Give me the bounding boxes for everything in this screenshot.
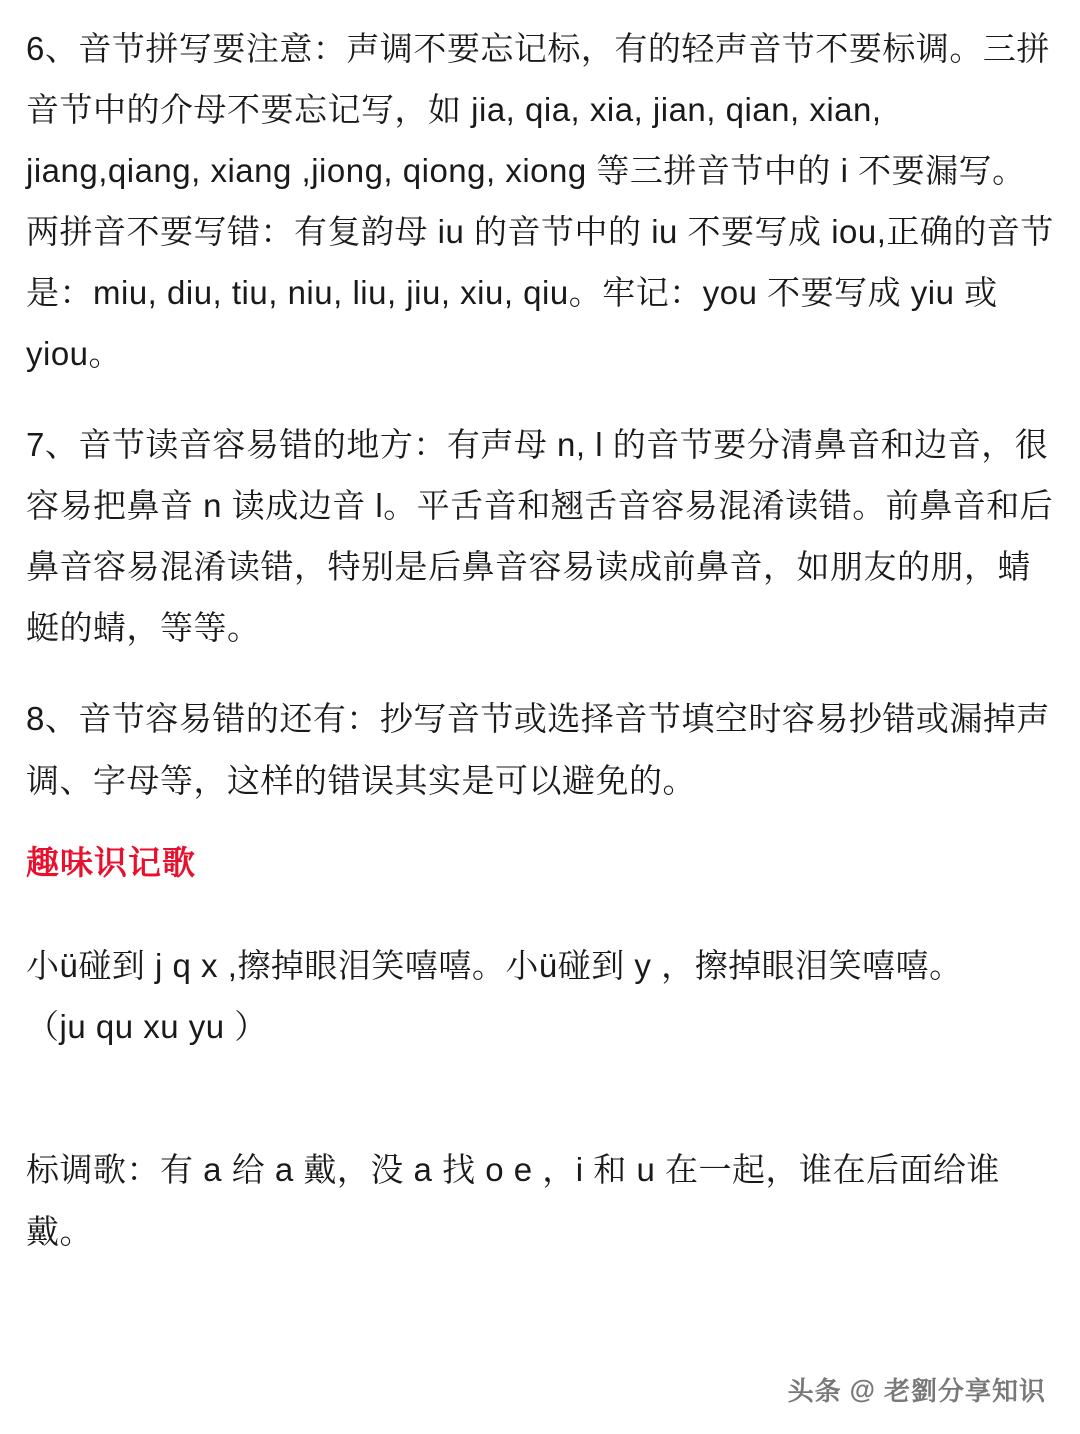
section-heading: 趣味识记歌 [26, 843, 196, 881]
watermark-author: 老劉分享知识 [883, 1376, 1046, 1406]
watermark-separator: @ [849, 1374, 876, 1404]
watermark-platform: 头条 [787, 1376, 842, 1406]
paragraph-item-7: 7、音节读音容易错的地方：有声母 n, l 的音节要分清鼻音和边音，很容易把鼻音 n 读成边音 l。平舌音和翘舌音容易混淆读错。前鼻音和后鼻音容易混淆读错，特别是后鼻音容易读成前鼻音，如朋友的朋，蜻蜓的蜻，等等。 [26, 426, 1054, 647]
verse-line-2-text: （ju qu xu yu ） [26, 1008, 268, 1046]
verse-line-1 [26, 935, 1054, 1057]
watermark [788, 1371, 1046, 1408]
paragraph-item-6: 6、音节拼写要注意：声调不要忘记标，有的轻声音节不要标调。三拼音节中的介母不要忘记写，如 jia, qia, xia, jian, qian, xian, jiang,qiang, xiang ,jiong, qiong, xiong 等三拼音节中的 i 不要漏写。两拼音不要写错：有复韵母 iu 的音节中的 iu 不要写成 iou,正确的音节是：miu, diu, tiu, niu, liu, jiu, xiu, qiu。牢记：you 不要写成 yiu 或 yiou。 [26, 30, 1054, 373]
paragraph-item-8: 8、音节容易错的还有：抄写音节或选择音节填空时容易抄错或漏掉声调、字母等，这样的错误其实是可以避免的。 [26, 700, 1050, 799]
verse-spacer [26, 1083, 1054, 1139]
verse-line-1-text: 小ü碰到 j q x ,擦掉眼泪笑嘻嘻。小ü碰到 y ，擦掉眼泪笑嘻嘻。 [26, 947, 963, 985]
verse-line-3: 标调歌：有 a 给 a 戴，没 a 找 o e ，i 和 u 在一起，谁在后面给谁戴。 [26, 1151, 1000, 1250]
